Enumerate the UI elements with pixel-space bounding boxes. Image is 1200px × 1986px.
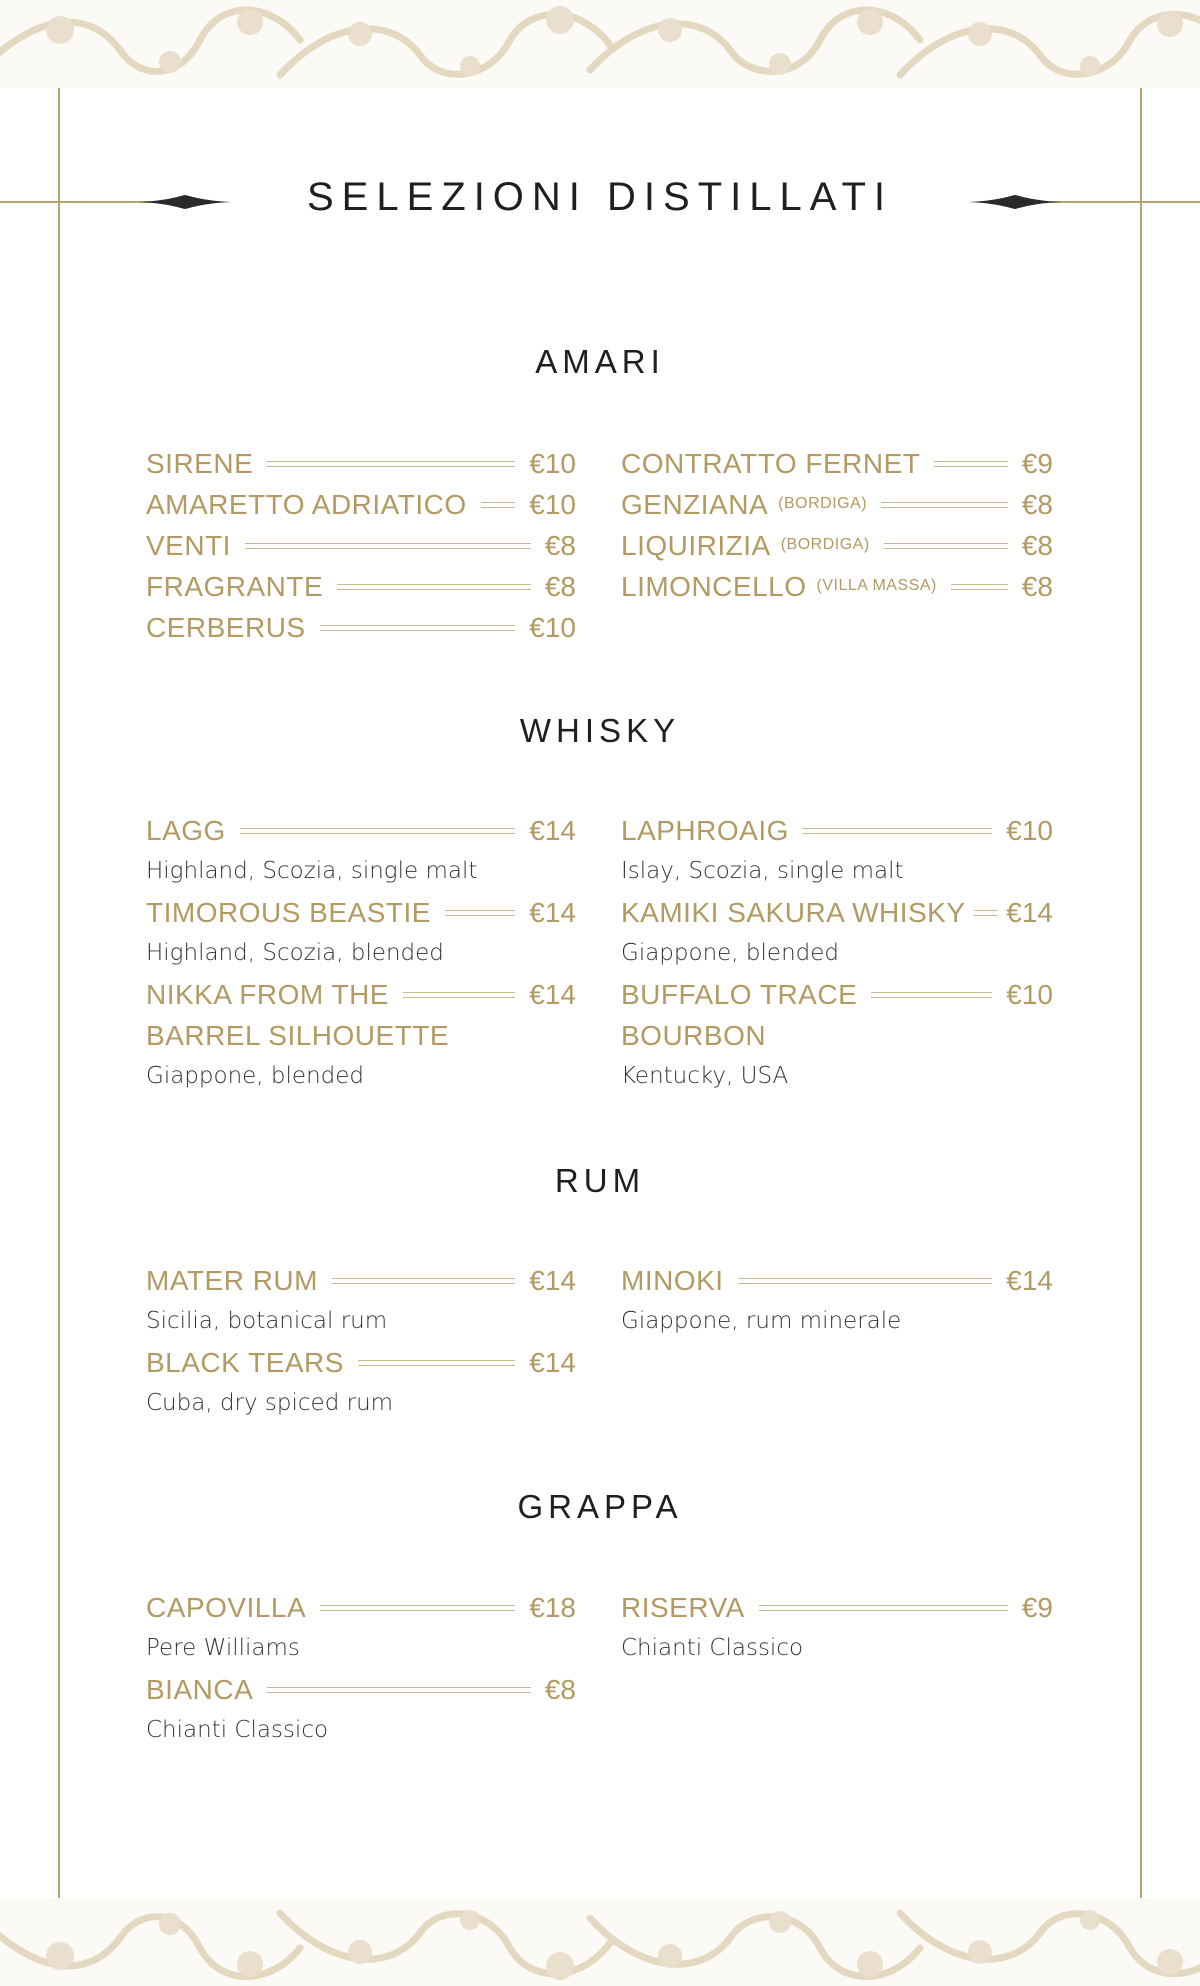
menu-item xyxy=(146,566,576,607)
grappa-right-column xyxy=(621,1587,1053,1669)
menu-item xyxy=(146,1587,576,1628)
item-price: €14 xyxy=(1006,896,1053,928)
menu-item xyxy=(146,892,576,933)
item-price: €8 xyxy=(544,570,576,602)
menu-item xyxy=(146,974,576,1015)
item-name: RISERVA xyxy=(621,1591,745,1623)
item-name: CAPOVILLA xyxy=(146,1591,307,1623)
item-name xyxy=(621,571,937,603)
leader-line xyxy=(934,461,1007,467)
item-name: CONTRATTO FERNET xyxy=(621,447,921,479)
item-description: Kentucky, USA xyxy=(621,1063,789,1089)
item-description: Sicilia, botanical rum xyxy=(146,1308,388,1334)
item-name: KAMIKI SAKURA WHISKY xyxy=(621,896,966,928)
item-price: €10 xyxy=(1006,978,1053,1010)
item-name: SIRENE xyxy=(146,447,254,479)
item-producer: (VILLA MASSA) xyxy=(816,576,937,594)
item-price: €18 xyxy=(529,1591,576,1623)
rum-right-column xyxy=(621,1260,1053,1342)
whisky-right-column xyxy=(621,810,1053,1097)
item-price: €10 xyxy=(529,611,576,643)
leader-line xyxy=(332,1278,515,1284)
item-producer: (BORDIGA) xyxy=(778,494,868,512)
item-name: LAPHROAIG xyxy=(621,814,789,846)
item-name: MINOKI xyxy=(621,1264,724,1296)
leader-line xyxy=(245,543,531,549)
menu-item xyxy=(621,566,1053,607)
menu-item xyxy=(621,974,1053,1015)
menu-item xyxy=(621,892,1053,933)
item-name-text: LIQUIRIZIA xyxy=(621,529,771,561)
menu-item xyxy=(146,1342,576,1383)
menu-item xyxy=(621,443,1053,484)
item-price: €9 xyxy=(1021,1591,1053,1623)
leader-line xyxy=(320,625,516,631)
leader-line xyxy=(240,828,515,834)
leader-line xyxy=(974,910,999,916)
item-price: €10 xyxy=(529,488,576,520)
item-name: BUFFALO TRACE xyxy=(621,978,858,1010)
menu-item xyxy=(621,484,1053,525)
leader-line xyxy=(445,910,515,916)
item-price: €10 xyxy=(1006,814,1053,846)
item-description: Giappone, blended xyxy=(146,1063,364,1089)
section-title-whisky: WHISKY xyxy=(519,712,681,749)
item-name: BIANCA xyxy=(146,1673,254,1705)
menu-item xyxy=(621,1260,1053,1301)
item-price: €8 xyxy=(1021,488,1053,520)
menu-item xyxy=(621,525,1053,566)
item-name: BLACK TEARS xyxy=(146,1346,344,1378)
section-title-grappa: GRAPPA xyxy=(517,1488,683,1525)
item-description: Cuba, dry spiced rum xyxy=(146,1390,394,1416)
item-price: €14 xyxy=(529,1346,576,1378)
item-price: €14 xyxy=(529,1264,576,1296)
menu-item xyxy=(146,1669,576,1710)
item-name: VENTI xyxy=(146,529,231,561)
menu-item xyxy=(146,1260,576,1301)
item-description: Highland, Scozia, blended xyxy=(146,940,444,966)
item-name xyxy=(621,530,870,562)
item-price: €9 xyxy=(1021,447,1053,479)
leader-line xyxy=(884,543,1008,549)
item-name: NIKKA FROM THE xyxy=(146,978,389,1010)
amari-left-column xyxy=(146,443,576,648)
amari-right-column xyxy=(621,443,1053,607)
item-price: €8 xyxy=(544,1673,576,1705)
item-price: €10 xyxy=(529,447,576,479)
top-ornament-band xyxy=(0,0,1200,88)
item-name-continued: BOURBON xyxy=(621,1020,767,1051)
floral-ornament-icon xyxy=(0,1898,1200,1986)
section-title-rum: RUM xyxy=(554,1162,646,1199)
item-price: €14 xyxy=(529,814,576,846)
item-name: CERBERUS xyxy=(146,611,306,643)
grappa-left-column xyxy=(146,1587,576,1751)
whisky-left-column xyxy=(146,810,576,1097)
leader-line xyxy=(871,992,992,998)
item-description: Giappone, blended xyxy=(621,940,839,966)
item-description: Highland, Scozia, single malt xyxy=(146,858,478,884)
item-description: Giappone, rum minerale xyxy=(621,1308,902,1334)
item-price: €8 xyxy=(1021,529,1053,561)
item-name-text: GENZIANA xyxy=(621,488,769,520)
item-producer: (BORDIGA) xyxy=(780,535,870,553)
menu-item xyxy=(146,810,576,851)
item-name: FRAGRANTE xyxy=(146,570,324,602)
item-name: MATER RUM xyxy=(146,1264,318,1296)
item-price: €14 xyxy=(529,896,576,928)
item-price: €8 xyxy=(544,529,576,561)
leader-line xyxy=(358,1360,515,1366)
rum-left-column xyxy=(146,1260,576,1424)
item-name: AMARETTO ADRIATICO xyxy=(146,488,467,520)
leader-line xyxy=(267,461,515,467)
menu-item xyxy=(146,607,576,648)
leader-line xyxy=(803,828,992,834)
menu-item xyxy=(621,1587,1053,1628)
item-description: Pere Williams xyxy=(146,1635,300,1661)
item-description: Islay, Scozia, single malt xyxy=(621,858,904,884)
item-price: €14 xyxy=(1006,1264,1053,1296)
menu-item xyxy=(146,484,576,525)
leader-line xyxy=(951,584,1008,590)
item-description: Chianti Classico xyxy=(146,1717,329,1743)
item-description: Chianti Classico xyxy=(621,1635,804,1661)
item-name: LAGG xyxy=(146,814,226,846)
page-title: SELEZIONI DISTILLATI xyxy=(306,175,894,219)
leader-line xyxy=(738,1278,993,1284)
item-name-continued: BARREL SILHOUETTE xyxy=(146,1020,450,1051)
item-name-text: LIMONCELLO xyxy=(621,570,807,602)
leader-line xyxy=(267,1687,531,1693)
leader-line xyxy=(759,1605,1008,1611)
item-name xyxy=(621,489,867,521)
leader-line xyxy=(481,502,516,508)
leader-line xyxy=(320,1605,515,1611)
item-price: €8 xyxy=(1021,570,1053,602)
leader-line xyxy=(881,502,1008,508)
item-name: TIMOROUS BEASTIE xyxy=(146,896,431,928)
leader-line xyxy=(337,584,531,590)
menu-item xyxy=(146,443,576,484)
menu-item xyxy=(621,810,1053,851)
menu-item xyxy=(146,525,576,566)
bottom-ornament-band xyxy=(0,1898,1200,1986)
section-title-amari: AMARI xyxy=(535,343,665,380)
leader-line xyxy=(403,992,515,998)
floral-ornament-icon xyxy=(0,0,1200,88)
item-price: €14 xyxy=(529,978,576,1010)
